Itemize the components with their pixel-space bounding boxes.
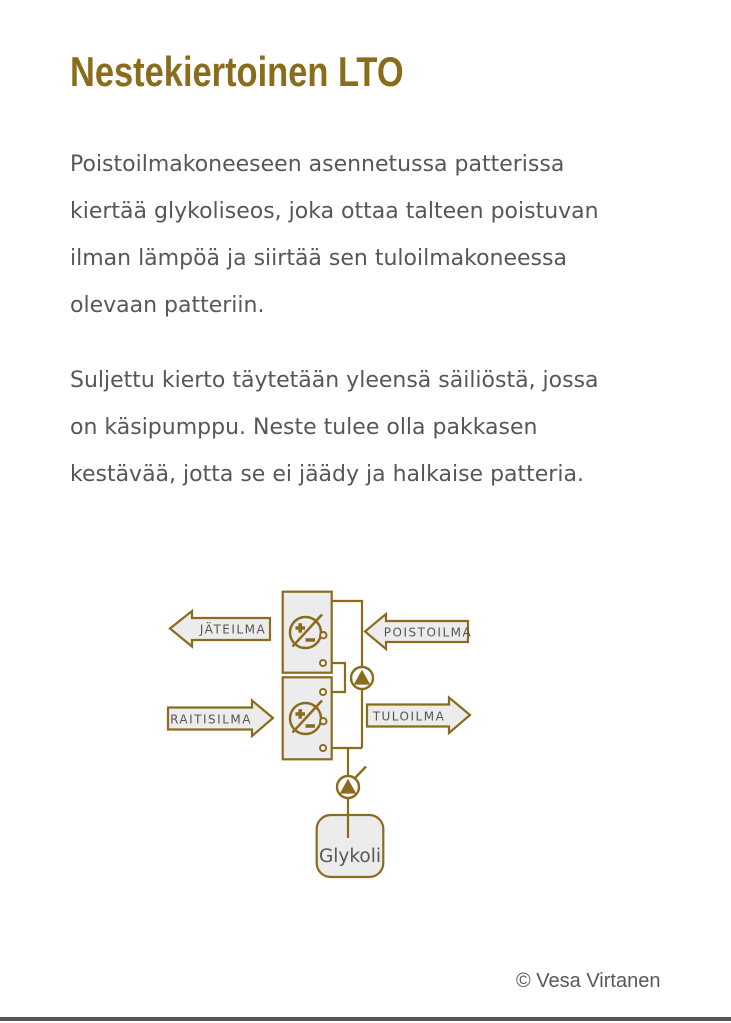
paragraph-1-line: ilman lämpöä ja siirtää sen tuloilmakoneessa (70, 246, 567, 271)
hand-pump-icon (337, 767, 366, 799)
circulation-pump-icon (351, 667, 373, 689)
page-footer-rule (0, 1017, 731, 1021)
supply-air-arrow (367, 698, 470, 734)
paragraph-2-line: kestävää, jotta se ei jäädy ja halkaise patteria. (70, 462, 584, 487)
fresh-air-arrow (168, 701, 273, 737)
pipe-port-icon (320, 689, 326, 695)
fresh-air-label: RAITISILMA (170, 712, 252, 727)
page-title (70, 48, 477, 96)
paragraph-1-line: kiertää glykoliseos, joka ottaa talteen poistuvan (70, 199, 599, 224)
copyright-notice: © Vesa Virtanen (516, 970, 661, 992)
exhaust-air-arrow (365, 614, 472, 649)
paragraph-1-line: Poistoilmakoneeseen asennetussa patterissa (70, 152, 565, 177)
glycol-tank-label: Glykoli (318, 846, 382, 867)
paragraph-2-line: on käsipumppu. Neste tulee olla pakkasen (70, 415, 538, 440)
paragraph-1-line: olevaan patteriin. (70, 293, 265, 318)
supply-air-label: TULOILMA (372, 709, 446, 724)
hvac-diagram (150, 578, 490, 890)
paragraph-2 (70, 357, 670, 498)
pipe-port-icon (320, 660, 326, 666)
paragraph-2-line: Suljettu kierto täytetään yleensä säiliöstä, jossa (70, 368, 599, 393)
exhaust-air-label: POISTOILMA (383, 625, 473, 640)
page-title-text: Nestekiertoinen LTO (70, 48, 404, 95)
waste-air-arrow (170, 611, 270, 647)
pipe-port-icon (320, 745, 326, 751)
paragraph-1 (70, 141, 670, 329)
waste-air-label: JÄTEILMA (199, 622, 267, 637)
